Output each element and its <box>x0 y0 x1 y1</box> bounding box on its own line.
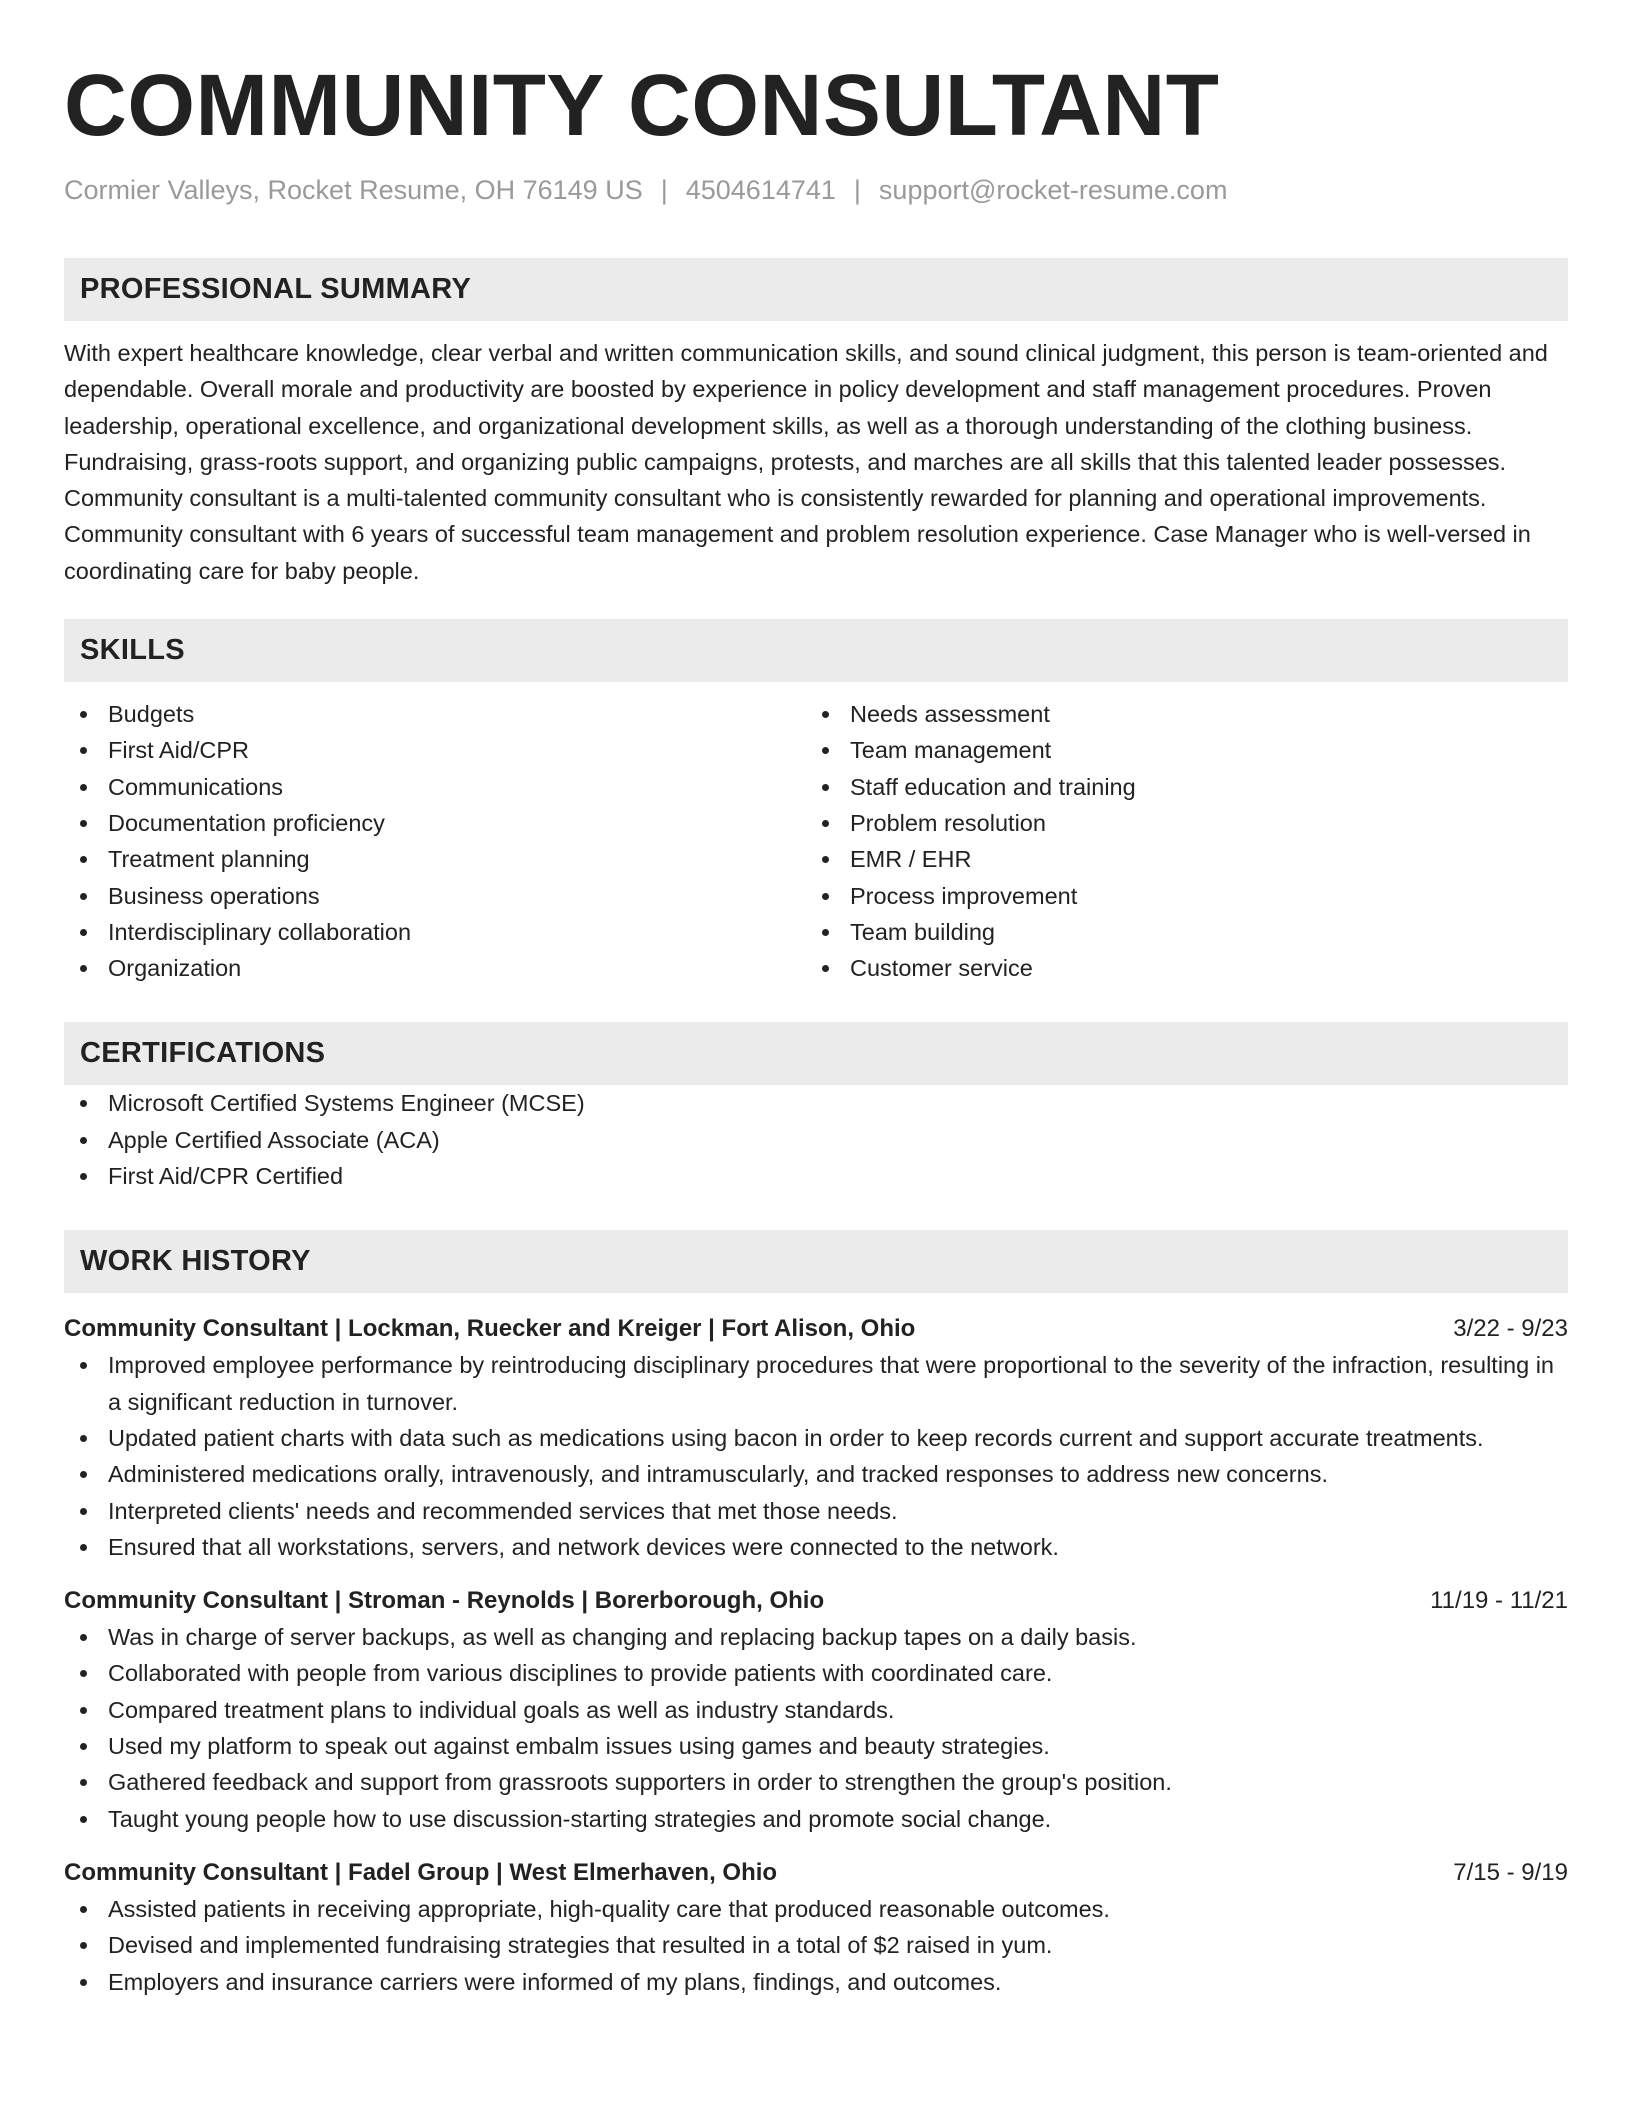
contact-email: support@rocket-resume.com <box>878 175 1228 205</box>
skill-item: EMR / EHR <box>806 841 1548 877</box>
skill-item: Documentation proficiency <box>64 805 806 841</box>
summary-text: With expert healthcare knowledge, clear verbal and written communication skills, and sound clinical judgment, this person is team-oriented and dependable. Overall morale and productivity are boosted by experience in policy development and staff management procedures. Proven leadership, operational excellence, and organizational development skills, as well as a thorough understanding of the clothing business. Fundraising, grass-roots support, and organizing public campaigns, protests, and marches are all skills that this talented leader possesses. Community consultant is a multi-talented community consultant who is consistently rewarded for planning and operational improvements. Community consultant with 6 years of successful team management and problem resolution experience. Case Manager who is well-versed in coordinating care for baby people. <box>64 340 1548 584</box>
certifications-heading: CERTIFICATIONS <box>64 1022 1568 1085</box>
job-bullet: Improved employee performance by reintroducing disciplinary procedures that were proportional to the severity of the infraction, resulting in a significant reduction in turnover. <box>64 1347 1568 1420</box>
job-dates: 3/22 - 9/23 <box>1453 1315 1568 1343</box>
job-bullet: Updated patient charts with data such as medications using bacon in order to keep records current and support accurate treatments. <box>64 1420 1568 1456</box>
job-bullet: Ensured that all workstations, servers, and network devices were connected to the network. <box>64 1529 1568 1565</box>
job-entry <box>64 1583 1568 1837</box>
skill-item: Team building <box>806 914 1548 950</box>
skills-column-left <box>64 696 806 986</box>
contact-line <box>64 172 1568 208</box>
contact-phone: 4504614741 <box>685 175 836 205</box>
job-bullet: Used my platform to speak out against embalm issues using games and beauty strategies. <box>64 1728 1568 1764</box>
contact-separator: | <box>853 175 861 205</box>
job-dates: 7/15 - 9/19 <box>1453 1858 1568 1886</box>
job-entry <box>64 1855 1568 2000</box>
skills-list-left <box>64 696 806 986</box>
job-bullet: Was in charge of server backups, as well as changing and replacing backup tapes on a daily basis. <box>64 1619 1568 1655</box>
certification-item: First Aid/CPR Certified <box>64 1158 1568 1194</box>
certifications-list <box>64 1085 1568 1194</box>
job-header <box>64 1855 1568 1891</box>
job-bullets <box>64 1891 1568 2000</box>
skill-item: Team management <box>806 732 1548 768</box>
resume-name: COMMUNITY CONSULTANT <box>64 57 1220 154</box>
certification-item: Microsoft Certified Systems Engineer (MCSE) <box>64 1085 1568 1121</box>
job-bullet: Interpreted clients' needs and recommended services that met those needs. <box>64 1493 1568 1529</box>
job-bullets <box>64 1347 1568 1565</box>
skill-item: Business operations <box>64 878 806 914</box>
job-bullet: Employers and insurance carriers were informed of my plans, findings, and outcomes. <box>64 1964 1568 2000</box>
contact-address: Cormier Valleys, Rocket Resume, OH 76149 US <box>64 175 643 205</box>
skill-item: Process improvement <box>806 878 1548 914</box>
job-bullet: Assisted patients in receiving appropriate, high-quality care that produced reasonable outcomes. <box>64 1891 1568 1927</box>
skill-item: Interdisciplinary collaboration <box>64 914 806 950</box>
certification-item: Apple Certified Associate (ACA) <box>64 1122 1568 1158</box>
skill-item: First Aid/CPR <box>64 732 806 768</box>
job-title: Community Consultant | Lockman, Ruecker and Kreiger | Fort Alison, Ohio <box>64 1315 916 1343</box>
job-entry <box>64 1311 1568 1565</box>
skill-item: Problem resolution <box>806 805 1548 841</box>
skill-item: Budgets <box>64 696 806 732</box>
job-title: Community Consultant | Stroman - Reynolds | Borerborough, Ohio <box>64 1587 825 1615</box>
skills-column-right <box>806 696 1548 986</box>
job-header <box>64 1311 1568 1347</box>
job-bullet: Administered medications orally, intravenously, and intramuscularly, and tracked responses to address new concerns. <box>64 1456 1568 1492</box>
job-header <box>64 1583 1568 1619</box>
skill-item: Communications <box>64 769 806 805</box>
skill-item: Customer service <box>806 950 1548 986</box>
job-bullet: Collaborated with people from various disciplines to provide patients with coordinated care. <box>64 1655 1568 1691</box>
skills-columns <box>64 696 1568 986</box>
summary-heading: PROFESSIONAL SUMMARY <box>64 258 1568 321</box>
skill-item: Treatment planning <box>64 841 806 877</box>
contact-separator: | <box>660 175 668 205</box>
work-history-heading: WORK HISTORY <box>64 1230 1568 1293</box>
skill-item: Needs assessment <box>806 696 1548 732</box>
job-bullets <box>64 1619 1568 1837</box>
skills-heading: SKILLS <box>64 619 1568 682</box>
job-bullet: Gathered feedback and support from grassroots supporters in order to strengthen the group's position. <box>64 1764 1568 1800</box>
job-bullet: Taught young people how to use discussion-starting strategies and promote social change. <box>64 1801 1568 1837</box>
job-bullet: Devised and implemented fundraising strategies that resulted in a total of $2 raised in yum. <box>64 1927 1568 1963</box>
skill-item: Organization <box>64 950 806 986</box>
skill-item: Staff education and training <box>806 769 1548 805</box>
job-title: Community Consultant | Fadel Group | West Elmerhaven, Ohio <box>64 1858 778 1886</box>
job-bullet: Compared treatment plans to individual goals as well as industry standards. <box>64 1692 1568 1728</box>
skills-list-right <box>806 696 1548 986</box>
job-dates: 11/19 - 11/21 <box>1430 1587 1568 1615</box>
